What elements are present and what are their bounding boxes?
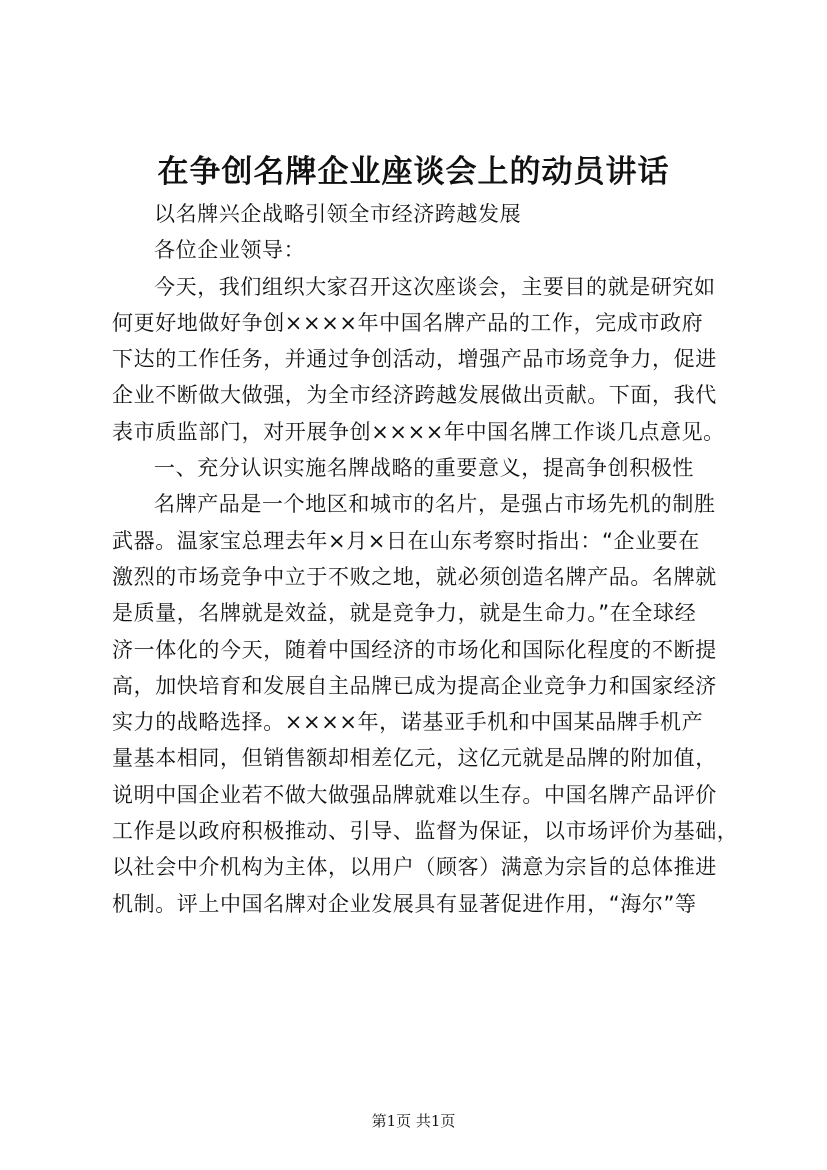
- paragraph-line: 量基本相同，但销售额却相差亿元，这亿元就是品牌的附加值，: [112, 746, 717, 771]
- document-title: 在争创名牌企业座谈会上的动员讲话: [157, 154, 670, 190]
- paragraph-line: 武器。温家宝总理去年×月×日在山东考察时指出：“企业要在: [112, 528, 700, 553]
- paragraph-line: 高，加快培育和发展自主品牌已成为提高企业竞争力和国家经济: [112, 673, 717, 698]
- paragraph-line: 名牌产品是一个地区和城市的名片，是强占市场先机的制胜: [154, 492, 716, 517]
- paragraph-line: 今天，我们组织大家召开这次座谈会，主要目的就是研究如: [154, 274, 716, 299]
- paragraph-line: 表市质监部门，对开展争创××××年中国名牌工作谈几点意见。: [112, 419, 725, 444]
- paragraph-line: 实力的战略选择。××××年，诺基亚手机和中国某品牌手机产: [112, 710, 704, 735]
- paragraph-line: 机制。评上中国名牌对企业发展具有显著促进作用，“海尔”等: [112, 891, 697, 916]
- document-body: [112, 196, 738, 922]
- paragraph-line: 是质量，名牌就是效益，就是竞争力，就是生命力。”在全球经: [112, 601, 697, 626]
- paragraph-line: 下达的工作任务，并通过争创活动，增强产品市场竞争力，促进: [112, 347, 717, 372]
- salutation-line: 各位企业领导：: [154, 238, 306, 263]
- paragraph-line: 说明中国企业若不做大做强品牌就难以生存。中国名牌产品评价: [112, 782, 717, 807]
- paragraph-line: 工作是以政府积极推动、引导、监督为保证，以市场评价为基础，: [112, 819, 739, 844]
- section-heading: 一、充分认识实施名牌战略的重要意义，提高争创积极性: [154, 456, 694, 481]
- subtitle-line: 以名牌兴企战略引领全市经济跨越发展: [154, 202, 522, 226]
- page-number-footer: 第1页 共1页: [371, 1112, 456, 1130]
- paragraph-line: 激烈的市场竞争中立于不败之地，就必须创造名牌产品。名牌就: [112, 564, 717, 589]
- paragraph-line: 济一体化的今天，随着中国经济的市场化和国际化程度的不断提: [112, 637, 717, 662]
- paragraph-line: 何更好地做好争创××××年中国名牌产品的工作，完成市政府: [112, 310, 704, 335]
- paragraph-line: 以社会中介机构为主体，以用户（顾客）满意为宗旨的总体推进: [112, 855, 717, 880]
- paragraph-line: 企业不断做大做强，为全市经济跨越发展做出贡献。下面，我代: [112, 383, 717, 408]
